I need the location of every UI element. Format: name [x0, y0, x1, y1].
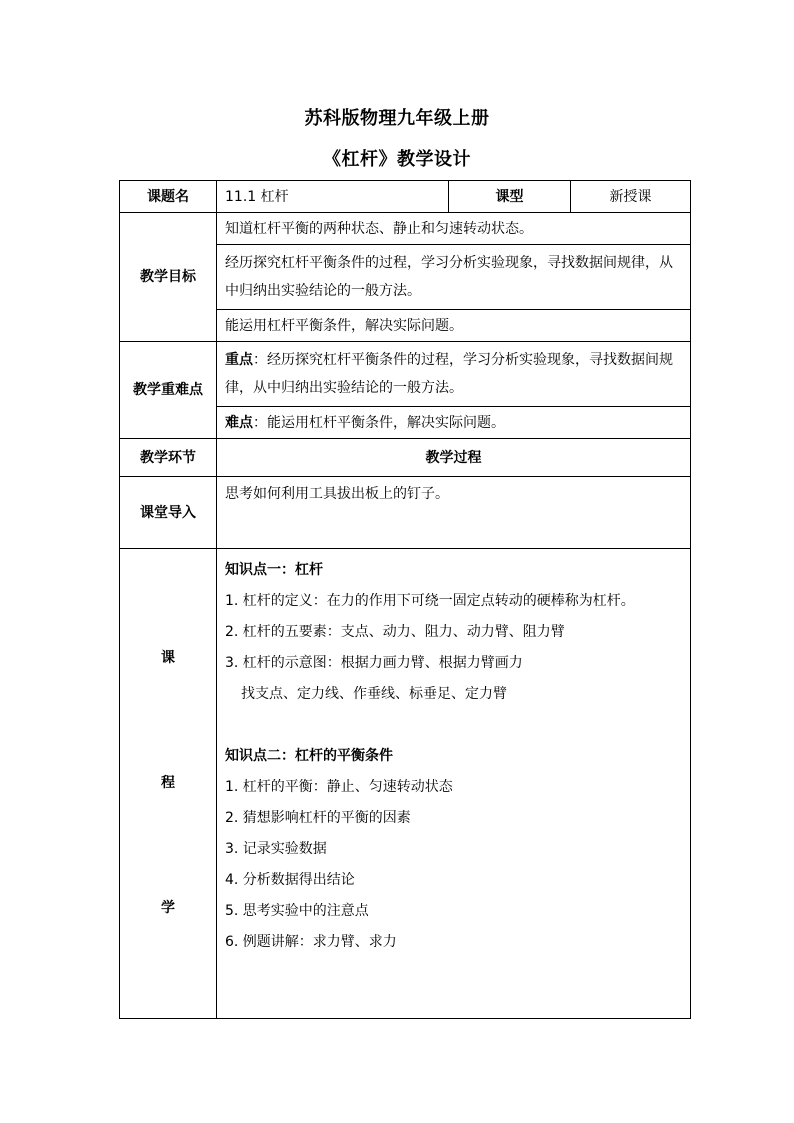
objectives-label: 教学目标: [120, 213, 217, 342]
section2-title: 知识点二：杠杆的平衡条件: [225, 748, 393, 764]
intro-row: [120, 477, 691, 549]
document-subtitle: 《杠杆》教学设计: [323, 149, 471, 170]
key-point: [217, 342, 691, 407]
section2-item-4: 4. 分析数据得出结论: [225, 872, 355, 888]
section2-item-2: 2. 猜想影响杠杆的平衡的因素: [225, 810, 411, 826]
section2-item-3: 3. 记录实验数据: [225, 841, 327, 857]
section1-item-1: 1. 杠杆的定义：在力的作用下可绕一固定点转动的硬棒称为杠杆。: [225, 593, 635, 609]
spacer: [225, 710, 682, 741]
topic-row: [120, 181, 691, 213]
objective-1: 知道杠杆平衡的两种状态、静止和匀速转动状态。: [217, 213, 691, 245]
document-title: 苏科版物理九年级上册: [304, 108, 490, 129]
type-label: 课型: [449, 181, 571, 213]
course-content: [217, 549, 691, 1019]
stage-header-row: [120, 439, 691, 477]
section1-subitem: 找支点、定力线、作垂线、标垂足、定力臂: [241, 686, 507, 702]
intro-text: 思考如何利用工具拔出板上的钉子。: [217, 477, 691, 549]
difficult-point: [217, 407, 691, 439]
objective-3: 能运用杠杆平衡条件，解决实际问题。: [217, 310, 691, 342]
key-point-text: ：经历探究杠杆平衡条件的过程，学习分析实验现象，寻找数据间规律，从中归纳出实验结论的一般方法。: [225, 352, 673, 396]
course-char-3: 学: [161, 900, 175, 916]
stage-label: 教学环节: [120, 439, 217, 477]
course-label: [120, 549, 217, 1019]
process-label: 教学过程: [217, 439, 691, 477]
key-point-label: 重点: [225, 352, 253, 368]
objective-row-1: [120, 213, 691, 245]
keypoint-row: [120, 342, 691, 407]
keypoints-label: 教学重难点: [120, 342, 217, 439]
objective-2: 经历探究杠杆平衡条件的过程，学习分析实验现象，寻找数据间规律，从中归纳出实验结论的一般方法。: [217, 245, 691, 310]
topic-value: 11.1 杠杆: [217, 181, 449, 213]
course-char-2: 程: [161, 775, 175, 791]
section1-item-2: 2. 杠杆的五要素：支点、动力、阻力、动力臂、阻力臂: [225, 624, 565, 640]
section2-item-1: 1. 杠杆的平衡：静止、匀速转动状态: [225, 779, 453, 795]
course-char-1: 课: [161, 650, 175, 666]
section1-title: 知识点一：杠杆: [225, 562, 323, 578]
course-row: [120, 549, 691, 1019]
section2-item-6: 6. 例题讲解：求力臂、求力: [225, 934, 397, 950]
section2-item-5: 5. 思考实验中的注意点: [225, 903, 369, 919]
topic-label: 课题名: [120, 181, 217, 213]
lesson-plan-table: [119, 180, 691, 1019]
intro-label: 课堂导入: [120, 477, 217, 549]
difficult-point-text: ：能运用杠杆平衡条件，解决实际问题。: [253, 414, 505, 431]
section1-item-3: 3. 杠杆的示意图：根据力画力臂、根据力臂画力: [225, 655, 523, 671]
difficult-point-label: 难点: [225, 414, 253, 431]
type-value: 新授课: [571, 181, 691, 213]
